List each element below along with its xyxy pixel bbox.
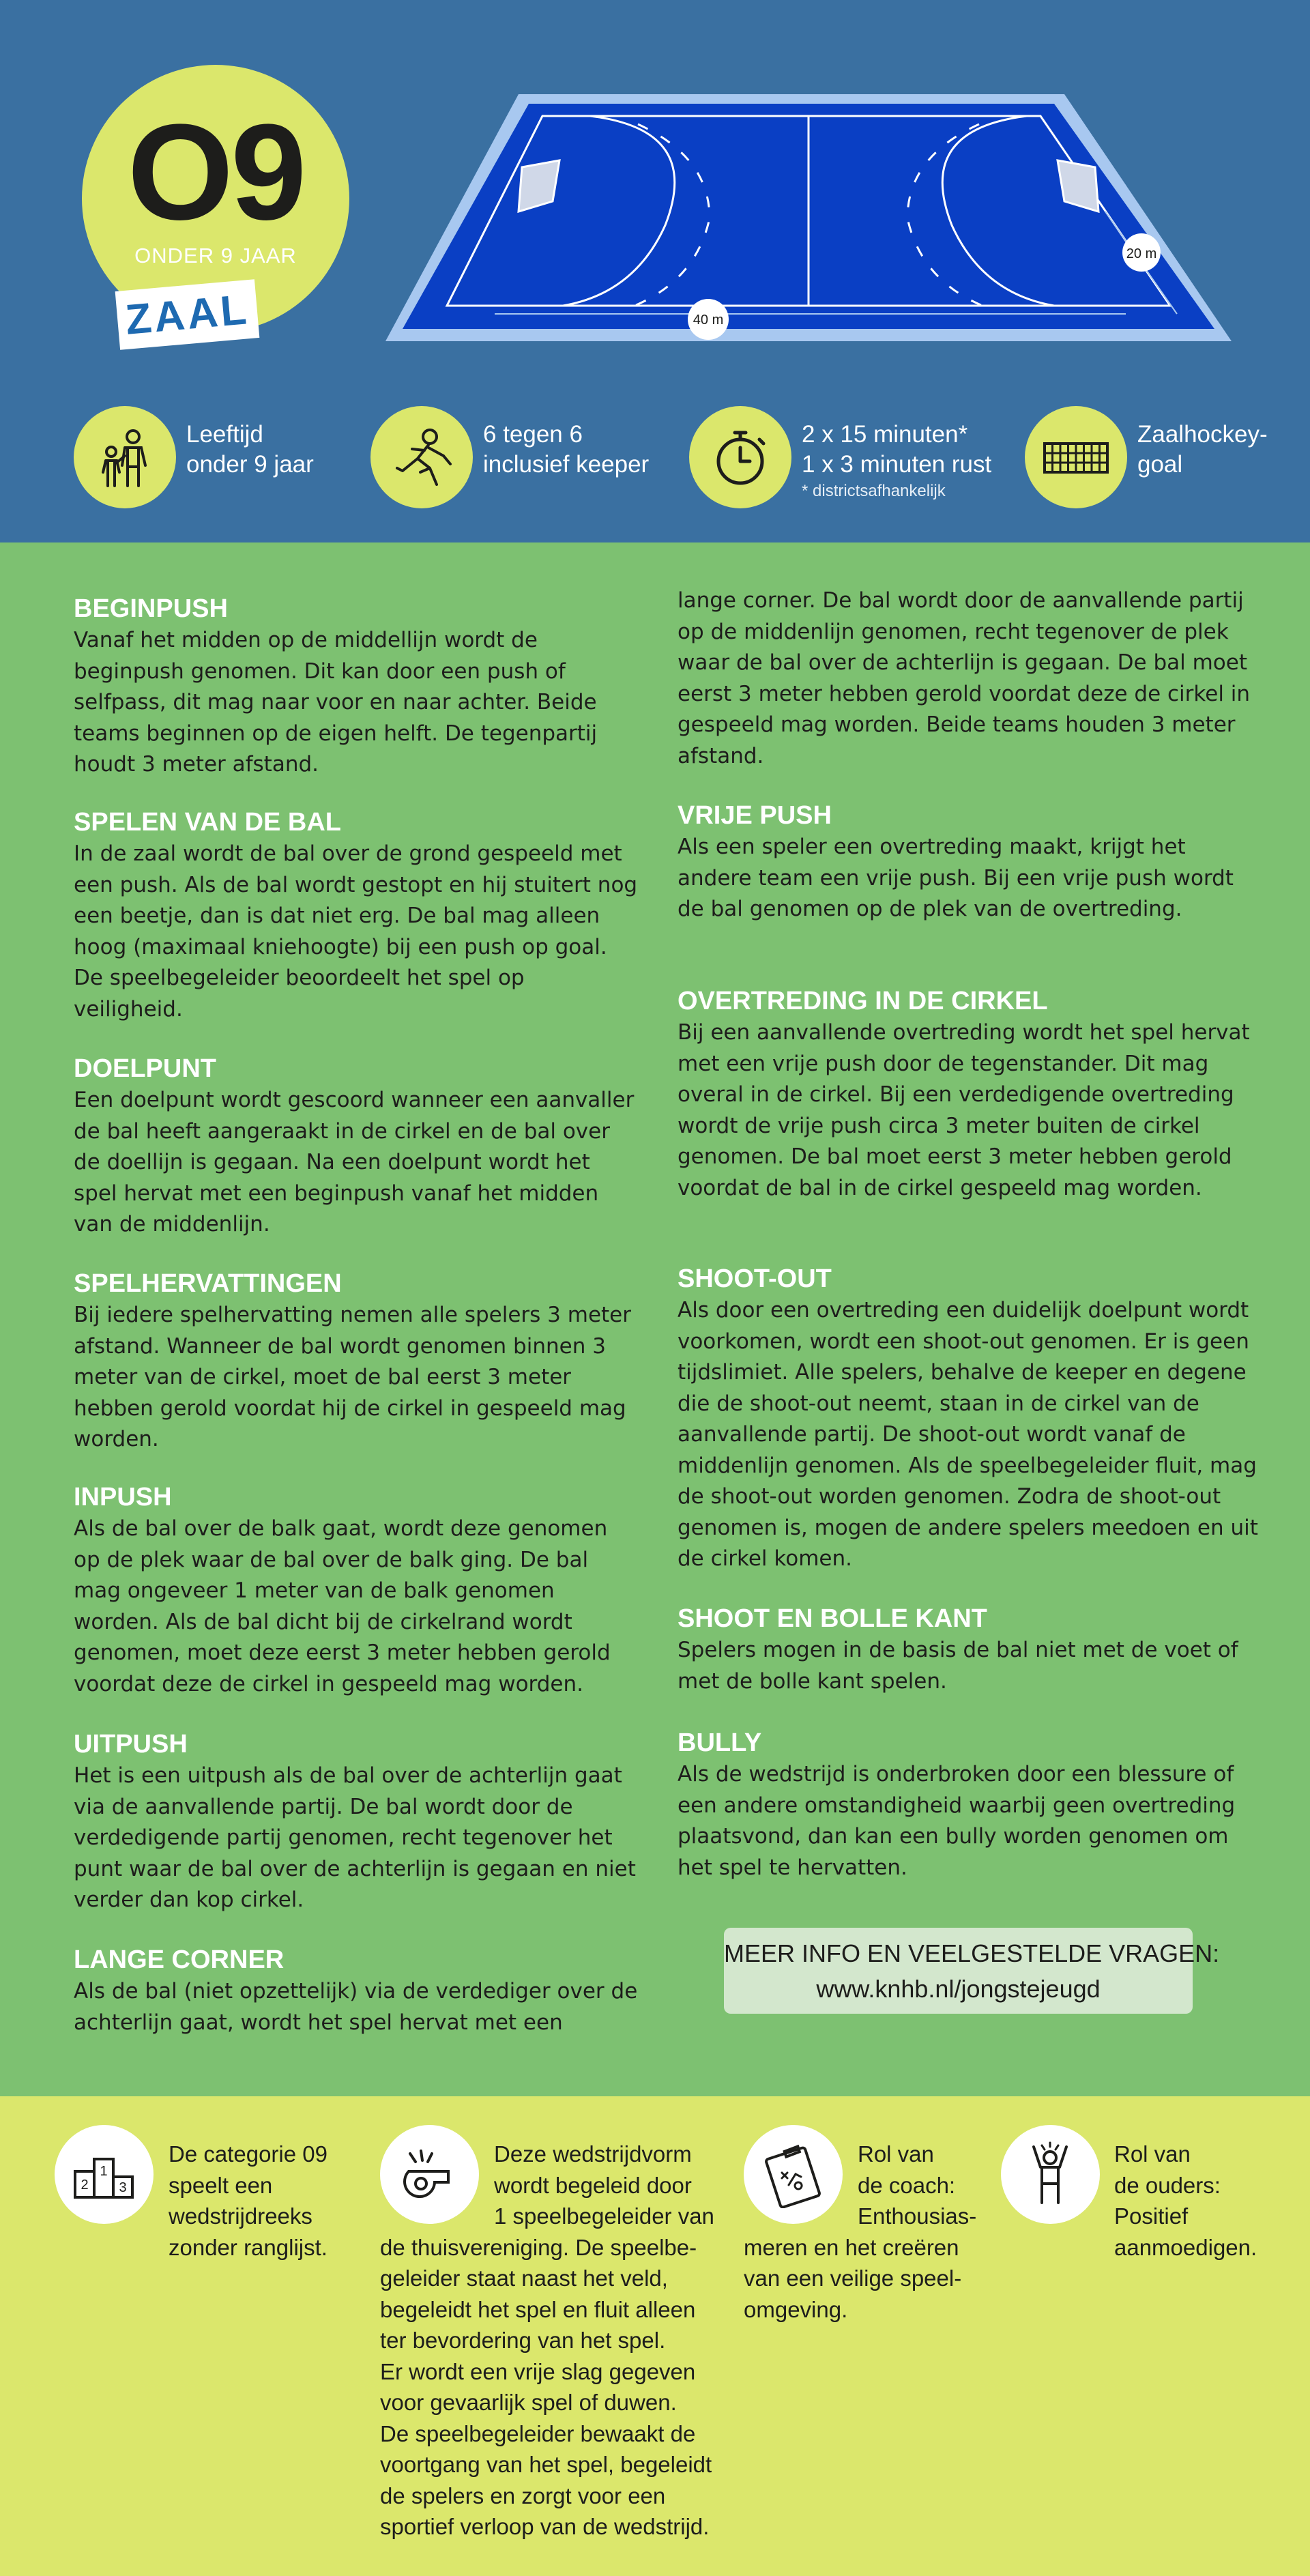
more-info-box[interactable] — [724, 1928, 1220, 2014]
stat-duration-line2: 1 x 3 minuten rust — [802, 451, 992, 478]
court-diagram — [382, 89, 1235, 348]
svg-text:3: 3 — [119, 2180, 127, 2195]
podium-icon — [70, 2140, 138, 2208]
rule-body-lange-corner-continued: lange corner. De bal wordt door de aanvallende partij op de middenlijn genomen, recht tegenover de plek waar de bal over de achterlijn is gegaan. De bal moet eerst 3 meter hebben gerold voordat deze de cirkel in gespeeld mag worden. Beide teams houden 3 meter afstand. — [678, 588, 1251, 768]
rule-body-lange-corner: Als de bal (niet opzettelijk) via de verdediger over de achterlijn gaat, wordt het spel hervat met een — [74, 1979, 638, 2035]
goal-net-icon — [1042, 423, 1110, 491]
cheering-person-icon — [1016, 2140, 1084, 2208]
rule-body-uitpush: Het is een uitpush als de bal over de achterlijn gaat via de aanvallende partij. De bal wordt door de verdedigende partij genomen, recht tegenover het punt waar de bal over de achterlijn is gegaan en niet verder dan kop cirkel. — [74, 1763, 636, 1912]
svg-text:1: 1 — [100, 2164, 108, 2179]
rule-title-vrije-push: VRIJE PUSH — [678, 801, 832, 830]
badge-number: O9 — [127, 96, 304, 248]
rule-body-beginpush: Vanaf het midden op de middellijn wordt de beginpush genomen. Dit kan door een push of selfpass, dit mag naar voor en naar achter. Beide teams beginnen op de eigen helft. De tegenpartij houdt 3 meter afstand. — [74, 628, 598, 777]
rule-body-shoot-out: Als door een overtreding een duidelijk doelpunt wordt voorkomen, wordt een shoot-out genomen. Er is geen tijdslimiet. Alle spelers, behalve de keeper en degene die de shoot-out neemt, staan in de cirkel van de aanvallende partij. De shoot-out wordt vanaf de middenlijn genomen. Als de speelbegeleider fluit, mag de shoot-out worden genomen. Zodra de shoot-out genomen is, mogen de andere spelers meedoen en uit de cirkel komen. — [678, 1298, 1258, 1571]
stat-goal-line2: goal — [1137, 451, 1183, 478]
court-length-label: 40 m — [693, 313, 724, 328]
header — [0, 0, 1310, 542]
family-icon — [91, 423, 159, 491]
rule-title-beginpush: BEGINPUSH — [74, 594, 228, 623]
footer-parents-text: Rol van de ouders: Positief aanmoedigen. — [1114, 2141, 1257, 2260]
stat-duration-line1: 2 x 15 minuten* — [802, 421, 968, 448]
stat-age-line1: Leeftijd — [186, 421, 263, 448]
rules-section — [0, 542, 1310, 2096]
rule-title-lange-corner: LANGE CORNER — [74, 1945, 285, 1974]
stat-players-line2: inclusief keeper — [483, 451, 650, 478]
stat-goal-line1: Zaalhockey- — [1137, 421, 1268, 448]
footer-category-text: De categorie 09 speelt een wedstrijdreeks zonder ranglijst. — [169, 2141, 328, 2260]
footer-referee-text: Deze wedstrijdvorm wordt begeleid door 1 speelbegeleider van de thuisvereniging. De speelbe- geleider staat naast het veld, begeleidt het spel en fluit alleen ter bevordering van het spel. Er wordt een vrije slag gegeven voor gevaarlijk spel of duwen. De speelbegeleider bewaakt de voortgang van het spel, begeleidt de spelers en zorgt voor een sportief verloop van de wedstrijd. — [380, 2141, 714, 2539]
rule-body-vrije-push: Als een speler een overtreding maakt, krijgt het andere team een vrije push. Bij een vrije push wordt de bal genomen op de plek van de overtreding. — [678, 835, 1234, 921]
badge-subtitle: ONDER 9 JAAR — [134, 244, 297, 267]
footer — [0, 2096, 1310, 2576]
stat-players-line1: 6 tegen 6 — [483, 421, 583, 448]
stopwatch-icon — [706, 423, 774, 491]
hockey-player-icon — [388, 423, 456, 491]
rule-title-bully: BULLY — [678, 1728, 762, 1757]
court-width-label: 20 m — [1126, 246, 1157, 261]
more-info-link[interactable]: www.knhb.nl/jongstejeugd — [816, 1975, 1101, 2003]
rule-title-doelpunt: DOELPUNT — [74, 1054, 216, 1083]
more-info-heading: MEER INFO EN VEELGESTELDE VRAGEN: — [724, 1939, 1220, 1967]
rule-body-bully: Als de wedstrijd is onderbroken door een blessure of een andere omstandigheid waarbij geen overtreding plaatsvond, dan kan een bully worden genomen om het spel te hervatten. — [678, 1762, 1236, 1880]
rule-body-doelpunt: Een doelpunt wordt gescoord wanneer een aanvaller de bal heeft aangeraakt in de cirkel en de bal over de doellijn is gegaan. Na een doelpunt wordt het spel hervat met een beginpush vanaf het midden van de middenlijn. — [74, 1088, 635, 1236]
rule-body-inpush: Als de bal over de balk gaat, wordt deze genomen op de plek waar de bal over de balk ging. De bal mag ongeveer 1 meter van de balk genomen worden. Als de bal dicht bij de cirkelrand wordt genomen, moet deze eerst 3 meter hebben gerold voordat deze de cirkel in gespeeld mag worden. — [74, 1516, 611, 1696]
rule-title-uitpush: UITPUSH — [74, 1730, 188, 1759]
rule-title-spelhervattingen: SPELHERVATTINGEN — [74, 1269, 342, 1298]
rule-body-overtreding-in-de-cirkel: Bij een aanvallende overtreding wordt het spel hervat met een vrije push door de tegenstander. Dit mag overal in de cirkel. Bij een verdedigende overtreding wordt de vrije push circa 3 meter buiten de cirkel genomen. De bal moet eerst 3 meter hebben gerold voordat de bal in de cirkel gespeeld mag worden. — [678, 1020, 1250, 1200]
stat-duration-note: * districtsafhankelijk — [802, 482, 946, 500]
rule-title-overtreding-in-de-cirkel: OVERTREDING IN DE CIRKEL — [678, 987, 1048, 1015]
rule-body-spelhervattingen: Bij iedere spelhervatting nemen alle spelers 3 meter afstand. Wanneer de bal wordt genomen binnen 3 meter van de cirkel, moet de bal eerst 3 meter hebben gerold voordat hij de cirkel in gespeeld mag worden. — [74, 1303, 631, 1451]
stat-age-line2: onder 9 jaar — [186, 451, 314, 478]
rule-title-shoot-en-bolle-kant: SHOOT EN BOLLE KANT — [678, 1604, 987, 1633]
rule-title-inpush: INPUSH — [74, 1483, 172, 1511]
footer-coach-text: Rol van de coach: Enthousias- meren en het creëren van een veilige speel- omgeving. — [744, 2141, 977, 2322]
badge-tag: ZAAL — [115, 279, 260, 350]
rule-title-shoot-out: SHOOT-OUT — [678, 1264, 832, 1293]
rule-body-spelen-van-de-bal: In de zaal wordt de bal over de grond gespeeld met een push. Als de bal wordt gestopt en hij stuitert nog een beetje, dan is dat niet erg. De bal mag alleen hoog (maximaal kniehoogte) bij een push op goal. De speelbegeleider beoordeelt het spel op veiligheid. — [74, 841, 638, 1022]
svg-text:2: 2 — [81, 2177, 89, 2193]
rule-body-shoot-en-bolle-kant: Spelers mogen in de basis de bal niet met de voet of met de bolle kant spelen. — [678, 1638, 1238, 1694]
rule-title-spelen-van-de-bal: SPELEN VAN DE BAL — [74, 808, 342, 837]
